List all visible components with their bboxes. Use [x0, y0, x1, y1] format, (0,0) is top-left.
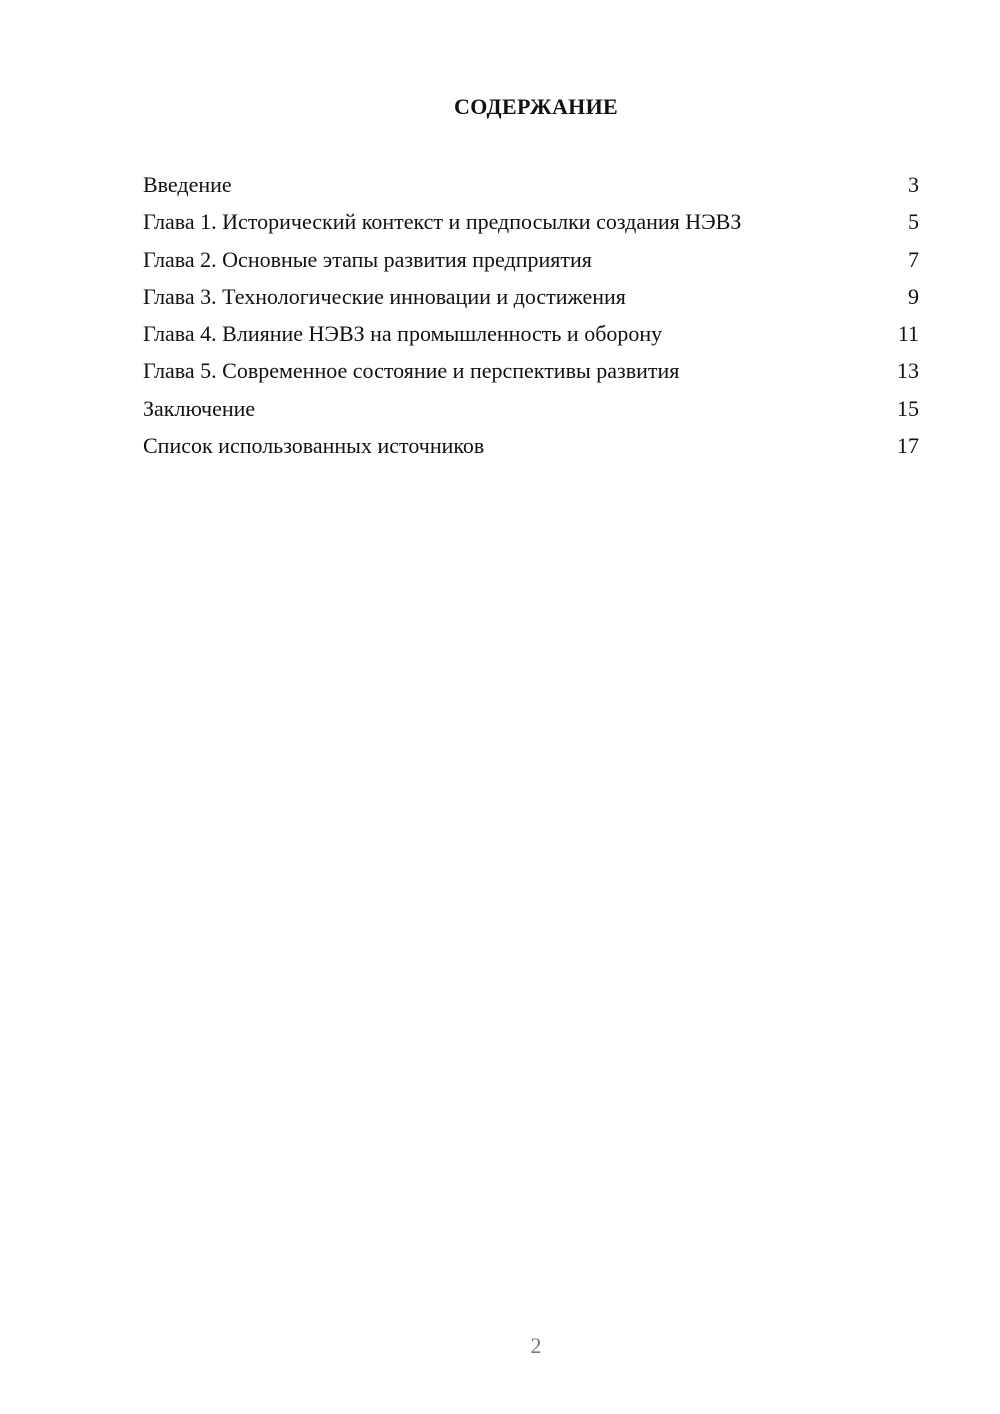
toc-entry-page: 9: [908, 283, 919, 309]
toc-entry-chapter-3: [143, 280, 919, 317]
toc-entry-page: 15: [897, 395, 919, 421]
toc-entry-chapter-5: [143, 354, 919, 391]
toc-entry-label: Глава 5. Современное состояние и перспективы развития: [143, 358, 680, 384]
toc-entry-label: Глава 4. Влияние НЭВЗ на промышленность и оборону: [143, 321, 663, 347]
toc-entry-page: 11: [897, 321, 919, 347]
toc-entry-chapter-1: [143, 205, 919, 242]
toc-entry-label: Глава 2. Основные этапы развития предприятия: [143, 246, 592, 272]
toc-entry-page: 5: [908, 209, 919, 235]
toc-entry-label: Введение: [143, 172, 232, 197]
toc-heading: СОДЕРЖАНИЕ: [454, 94, 618, 119]
toc-entry-introduction: [143, 168, 919, 205]
toc-entry-chapter-2: [143, 243, 919, 280]
toc-entry-page: 3: [908, 172, 919, 197]
toc-entry-page: 7: [908, 246, 919, 272]
toc-entry-page: 17: [897, 433, 919, 459]
toc-entry-label: Заключение: [143, 395, 256, 421]
page-number: 2: [530, 1333, 542, 1358]
toc-entry-references: [143, 429, 919, 466]
toc-entry-label: Глава 1. Исторический контекст и предпосылки создания НЭВЗ: [143, 209, 742, 235]
toc-entry-conclusion: [143, 392, 919, 429]
table-of-contents: [143, 168, 919, 466]
toc-entry-label: Список использованных источников: [143, 433, 485, 459]
toc-entry-page: 13: [897, 358, 919, 384]
toc-entry-chapter-4: [143, 317, 919, 354]
toc-entry-label: Глава 3. Технологические инновации и достижения: [143, 283, 626, 309]
